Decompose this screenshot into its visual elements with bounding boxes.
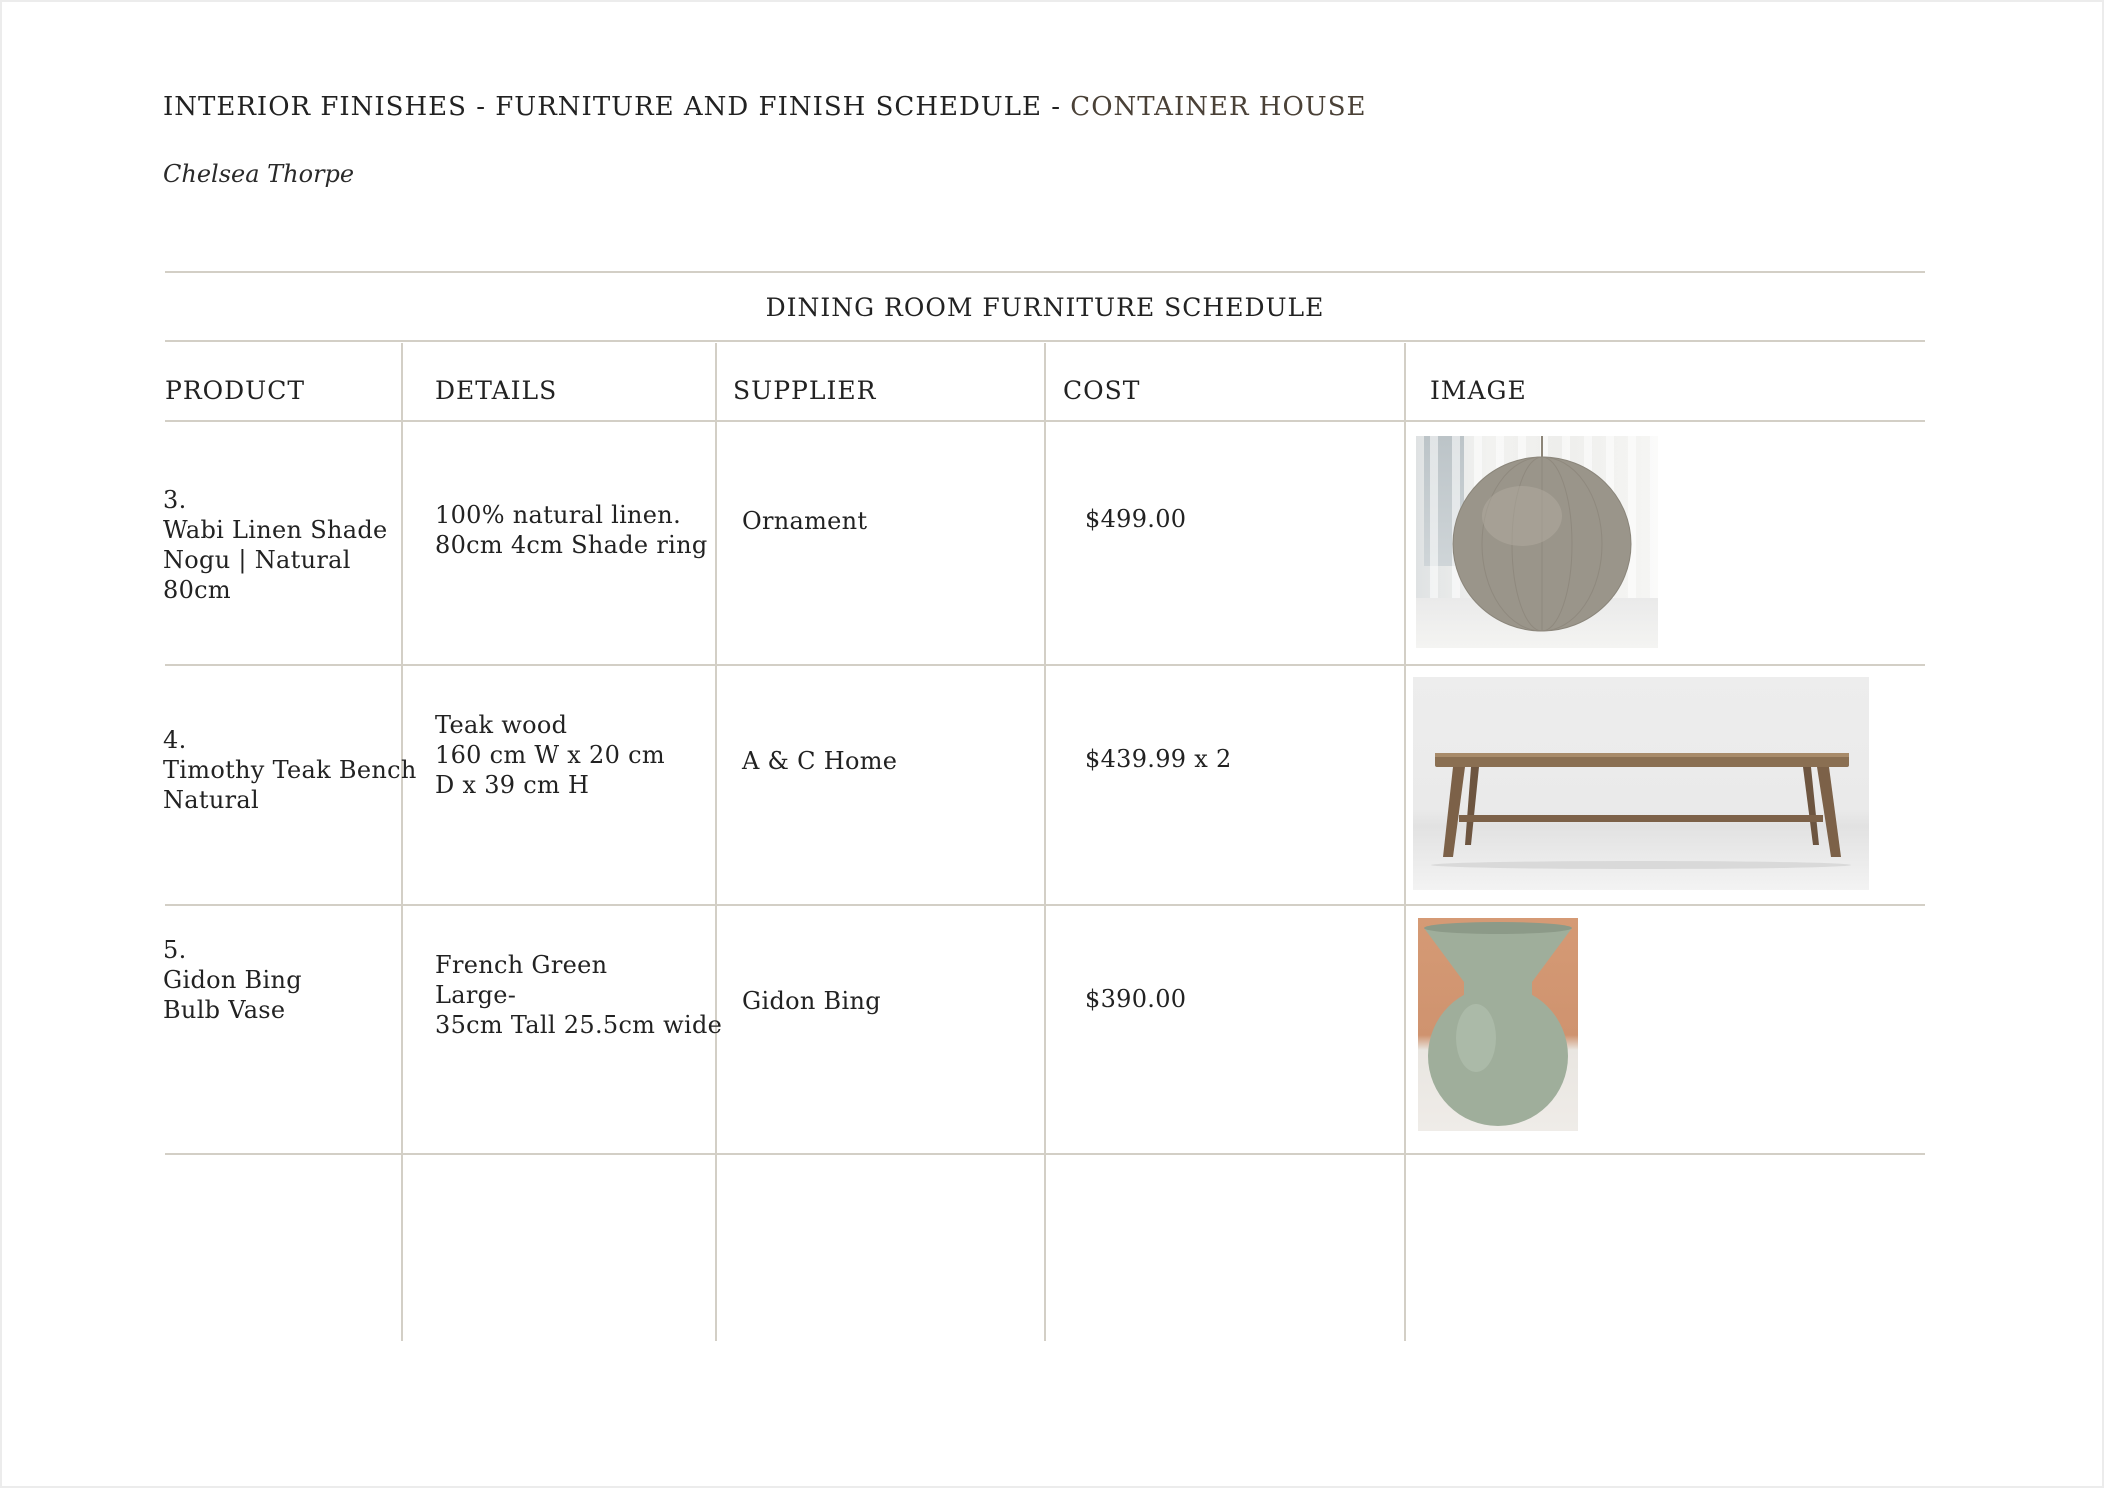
teak-bench-photo bbox=[1413, 677, 1869, 890]
table-col-divider-4 bbox=[1404, 343, 1406, 1341]
table-rule-title bbox=[165, 340, 1925, 342]
document-title-project: CONTAINER HOUSE bbox=[1070, 92, 1367, 122]
product-name-line: Nogu | Natural bbox=[163, 546, 351, 574]
column-header-supplier: SUPPLIER bbox=[733, 376, 877, 405]
product-number: 3. bbox=[163, 486, 187, 514]
details-line: Teak wood bbox=[435, 711, 568, 739]
product-name-line: Natural bbox=[163, 786, 259, 814]
bench-drawing bbox=[1413, 677, 1869, 890]
cost-cell: $439.99 x 2 bbox=[1085, 745, 1232, 773]
product-cell bbox=[163, 485, 388, 605]
pendant-lamp-photo bbox=[1416, 436, 1658, 648]
column-header-cost: COST bbox=[1063, 376, 1141, 405]
column-header-details: DETAILS bbox=[435, 376, 558, 405]
column-header-product: PRODUCT bbox=[165, 376, 306, 405]
product-number: 5. bbox=[163, 936, 187, 964]
document-title bbox=[163, 92, 1367, 122]
details-line: 35cm Tall 25.5cm wide bbox=[435, 1011, 723, 1039]
vase-drawing bbox=[1418, 918, 1578, 1131]
schedule-title: DINING ROOM FURNITURE SCHEDULE bbox=[765, 293, 1325, 322]
product-number: 4. bbox=[163, 726, 187, 754]
cost-cell: $499.00 bbox=[1085, 505, 1187, 533]
lamp-shade-drawing bbox=[1416, 436, 1658, 648]
details-line: Large- bbox=[435, 981, 517, 1009]
supplier-cell: A & C Home bbox=[742, 747, 898, 775]
table-rule-top bbox=[165, 271, 1925, 273]
product-cell bbox=[163, 725, 417, 815]
table-col-divider-3 bbox=[1044, 343, 1046, 1341]
product-name-line: Gidon Bing bbox=[163, 966, 302, 994]
supplier-cell: Ornament bbox=[742, 507, 868, 535]
details-line: 160 cm W x 20 cm bbox=[435, 741, 665, 769]
product-name-line: 80cm bbox=[163, 576, 231, 604]
details-cell bbox=[435, 710, 665, 800]
details-line: D x 39 cm H bbox=[435, 771, 590, 799]
details-line: 100% natural linen. bbox=[435, 501, 681, 529]
product-cell bbox=[163, 935, 302, 1025]
author-name: Chelsea Thorpe bbox=[163, 160, 355, 188]
details-cell bbox=[435, 950, 722, 1040]
table-col-divider-1 bbox=[401, 343, 403, 1341]
supplier-cell: Gidon Bing bbox=[742, 987, 881, 1015]
details-line: 80cm 4cm Shade ring bbox=[435, 531, 708, 559]
bulb-vase-photo bbox=[1418, 918, 1578, 1131]
document-title-main: INTERIOR FINISHES - FURNITURE AND FINISH SCHEDULE - bbox=[163, 92, 1071, 122]
product-name-line: Wabi Linen Shade bbox=[163, 516, 388, 544]
details-cell bbox=[435, 500, 708, 560]
details-line: French Green bbox=[435, 951, 608, 979]
cost-cell: $390.00 bbox=[1085, 985, 1187, 1013]
product-name-line: Timothy Teak Bench bbox=[163, 756, 417, 784]
column-header-image: IMAGE bbox=[1430, 376, 1527, 405]
product-name-line: Bulb Vase bbox=[163, 996, 286, 1024]
table-col-divider-2 bbox=[715, 343, 717, 1341]
